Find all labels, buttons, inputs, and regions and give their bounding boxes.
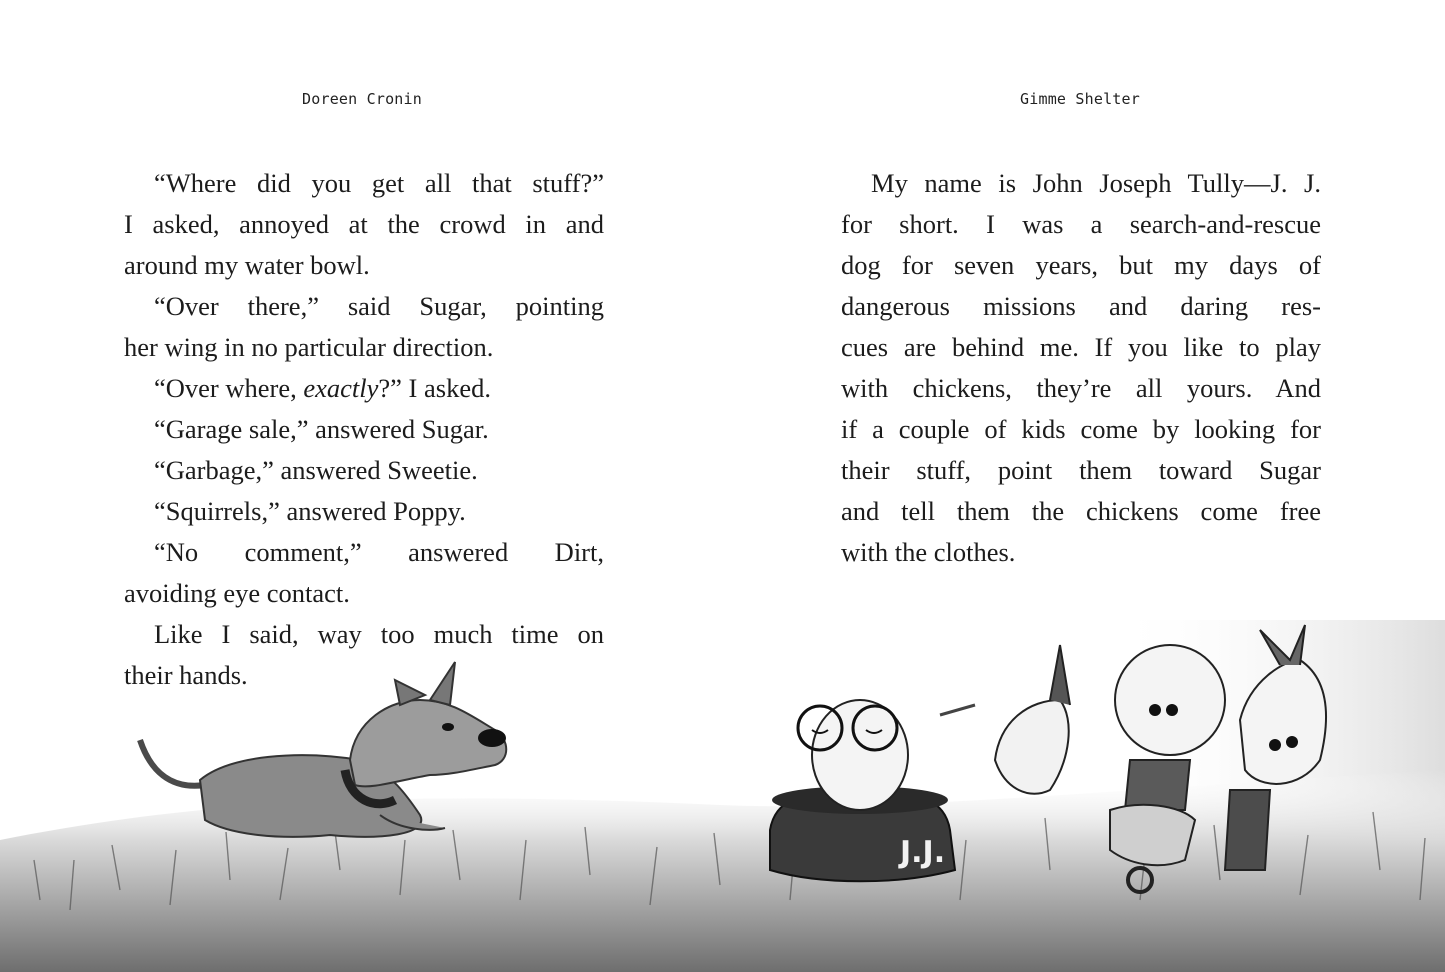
text-line: My name is John Joseph Tully—J. J.: [871, 168, 1321, 198]
running-head-title: Gimme Shelter: [1020, 90, 1140, 108]
text-line: if a couple of kids come by looking for: [841, 414, 1321, 444]
text-line: “Where did you get all that stuff?”: [154, 168, 604, 198]
text-run: “Over where,: [154, 373, 304, 403]
text-line: and tell them the chickens come free: [841, 496, 1321, 526]
text-line: her wing in no particular direction.: [124, 332, 494, 362]
text-line: “Garbage,” answered Sweetie.: [154, 455, 478, 485]
text-line: [124, 368, 604, 409]
text-line: for short. I was a search-and-rescue: [841, 209, 1321, 239]
grass-field-illustration: [0, 600, 1445, 972]
text-run: ?” I asked.: [378, 373, 491, 403]
text-line: “Squirrels,” answered Poppy.: [154, 496, 466, 526]
text-line: “Over there,” said Sugar, pointing: [154, 291, 604, 321]
text-line: avoiding eye contact.: [124, 578, 350, 608]
text-line: “Garage sale,” answered Sugar.: [154, 414, 489, 444]
running-head-author: Doreen Cronin: [302, 90, 422, 108]
text-line: I asked, annoyed at the crowd in and: [124, 209, 604, 239]
text-line: dog for seven years, but my days of: [841, 250, 1321, 280]
text-line: “No comment,” answered Dirt,: [154, 537, 604, 567]
text-line: with the clothes.: [841, 537, 1016, 567]
text-line: cues are behind me. If you like to play: [841, 332, 1321, 362]
emphasized-word: exactly: [303, 373, 379, 403]
right-page-body-text: [841, 163, 1321, 573]
bowl-label: J.J.: [900, 835, 946, 870]
text-line: their hands.: [124, 660, 248, 690]
text-line: around my water bowl.: [124, 250, 370, 280]
text-line: their stuff, point them toward Sugar: [841, 455, 1321, 485]
text-line: with chickens, they’re all yours. And: [841, 373, 1321, 403]
text-line: dangerous missions and daring res-: [841, 291, 1321, 321]
text-line: Like I said, way too much time on: [154, 619, 604, 649]
